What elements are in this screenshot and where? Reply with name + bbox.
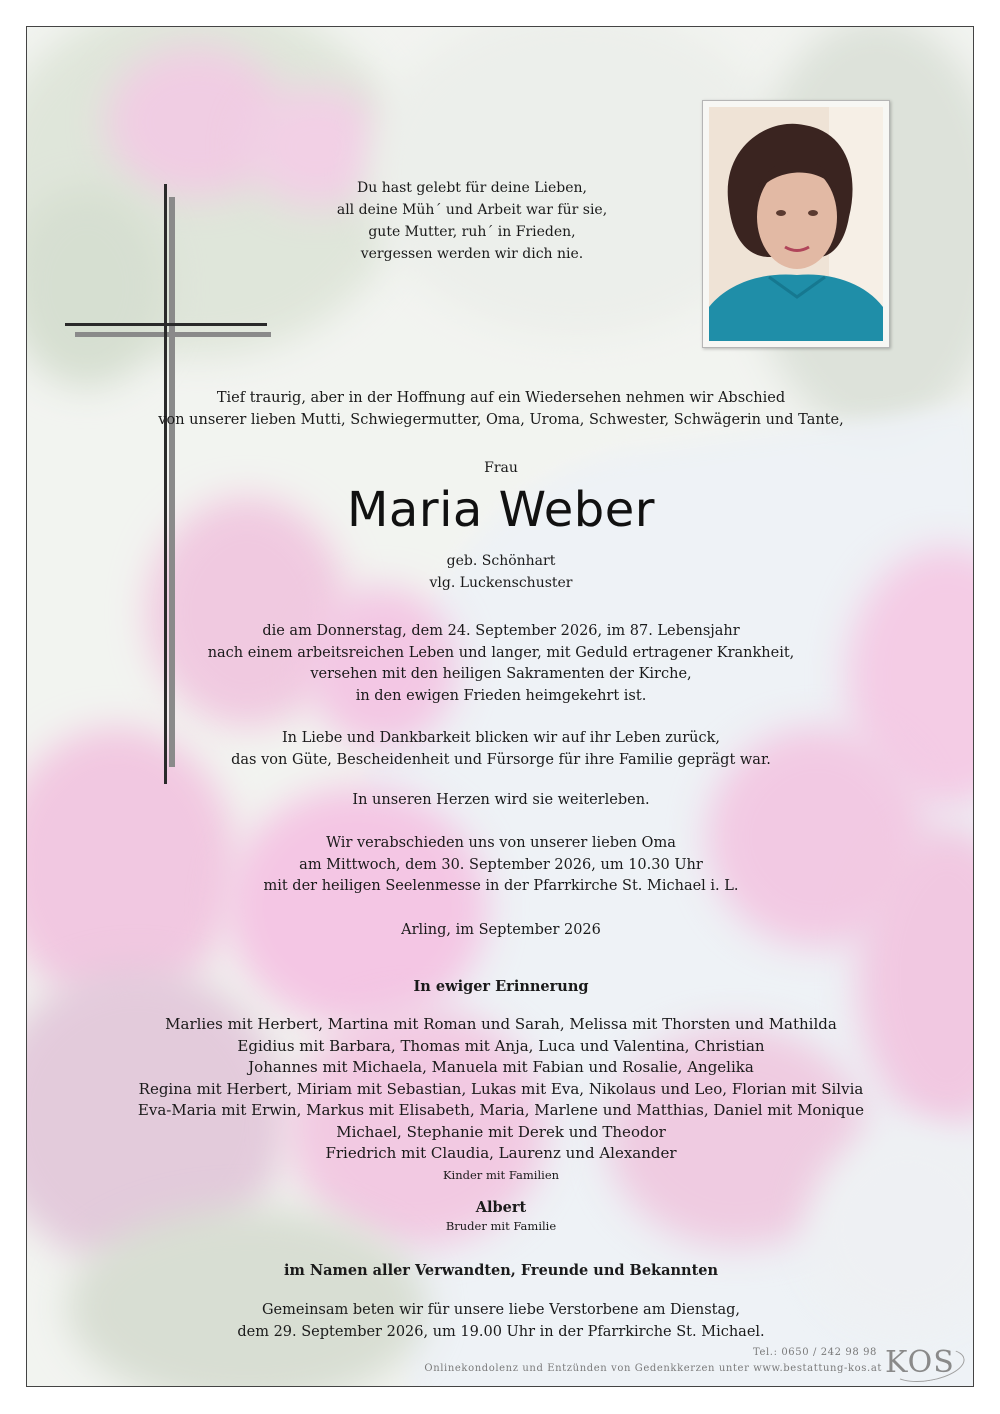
intro-text	[27, 388, 974, 431]
passing-line: die am Donnerstag, dem 24. September 2026, im 87. Lebensjahr	[262, 623, 740, 639]
family-line: Marlies mit Herbert, Martina mit Roman und Sarah, Melissa mit Thorsten und Mathilda	[165, 1015, 837, 1033]
poem	[257, 177, 687, 265]
family-line: Michael, Stephanie mit Derek und Theodor	[336, 1122, 666, 1141]
name-details	[27, 550, 974, 594]
intro-line: Tief traurig, aber in der Hoffnung auf ein Wiedersehen nehmen wir Abschied	[216, 390, 786, 406]
birth-name: geb. Schönhart	[446, 553, 556, 569]
phone-number: Tel.: 0650 / 242 98 98	[752, 1347, 877, 1358]
family-list	[27, 1014, 974, 1165]
portrait-photo	[702, 100, 890, 348]
gratitude-text	[27, 728, 974, 771]
family-line: Eva-Maria mit Erwin, Markus mit Elisabeth, Maria, Marlene und Matthias, Daniel mit Monique	[137, 1101, 865, 1119]
passing-line: in den ewigen Frieden heimgekehrt ist.	[355, 687, 647, 704]
passing-text	[27, 621, 974, 707]
passing-line: versehen mit den heiligen Sakramenten der Kirche,	[310, 666, 692, 682]
family-line: Johannes mit Michaela, Manuela mit Fabian und Rosalie, Angelika	[248, 1058, 754, 1076]
prayer-line: dem 29. September 2026, um 19.00 Uhr in der Pfarrkirche St. Michael.	[237, 1323, 765, 1340]
prayer-line: Gemeinsam beten wir für unsere liebe Verstorbene am Dienstag,	[261, 1302, 741, 1318]
prayer-text	[27, 1300, 974, 1343]
family-line: Friedrich mit Claudia, Laurenz und Alexander	[325, 1144, 677, 1162]
funeral-line: Wir verabschieden uns von unserer lieben Oma	[326, 835, 676, 851]
passing-line: nach einem arbeitsreichen Leben und langer, mit Geduld ertragener Krankheit,	[207, 644, 795, 661]
house-name: vlg. Luckenschuster	[429, 575, 573, 591]
online-condolence-note: Onlinekondolenz und Entzünden von Gedenkkerzen unter www.bestattung-kos.at	[424, 1363, 882, 1374]
poem-line: Du hast gelebt für deine Lieben,	[357, 180, 587, 196]
family-line: Regina mit Herbert, Miriam mit Sebastian, Lukas mit Eva, Nikolaus und Leo, Florian mit Silvia	[138, 1079, 864, 1098]
kos-logo	[885, 1345, 965, 1385]
poem-line: all deine Müh´ und Arbeit war für sie,	[336, 202, 608, 218]
deceased-name: Maria Weber	[347, 482, 655, 538]
obituary-card	[26, 26, 974, 1387]
memory-heading: In ewiger Erinnerung	[413, 978, 589, 995]
poem-line: gute Mutter, ruh´ in Frieden,	[368, 224, 576, 240]
funeral-text	[27, 833, 974, 898]
family-caption: Kinder mit Familien	[442, 1168, 560, 1182]
hearts-text: In unseren Herzen wird sie weiterleben.	[352, 792, 650, 808]
relatives-line: im Namen aller Verwandten, Freunde und Bekannten	[283, 1262, 719, 1279]
funeral-line: am Mittwoch, dem 30. September 2026, um 10.30 Uhr	[299, 856, 703, 873]
brother-caption: Bruder mit Familie	[445, 1219, 557, 1233]
intro-line: von unserer lieben Mutti, Schwiegermutter, Oma, Uroma, Schwester, Schwägerin und Tante,	[158, 411, 844, 428]
gratitude-line: das von Güte, Bescheidenheit und Fürsorge für ihre Familie geprägt war.	[231, 751, 771, 768]
brother-name: Albert	[475, 1199, 527, 1216]
place-date: Arling, im September 2026	[401, 922, 601, 938]
logo-text: KOS	[885, 1345, 955, 1380]
gratitude-line: In Liebe und Dankbarkeit blicken wir auf ihr Leben zurück,	[281, 730, 721, 746]
funeral-line: mit der heiligen Seelenmesse in der Pfarrkirche St. Michael i. L.	[263, 878, 739, 894]
family-line: Egidius mit Barbara, Thomas mit Anja, Luca und Valentina, Christian	[237, 1036, 765, 1055]
salutation: Frau	[484, 460, 518, 476]
poem-line: vergessen werden wir dich nie.	[360, 246, 584, 262]
